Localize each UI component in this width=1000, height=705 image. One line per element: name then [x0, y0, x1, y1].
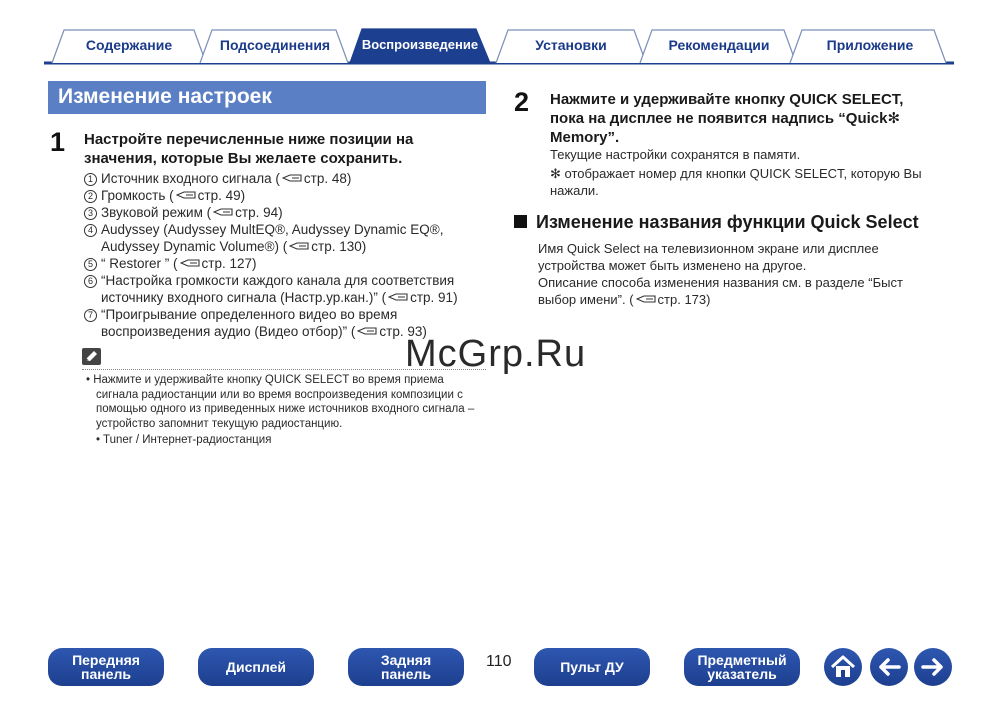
list-item: 2 Громкость ( стр. 49) [84, 187, 484, 204]
top-tab-bar [44, 26, 954, 66]
step-2-heading-line: пока на дисплее не появится надпись “Quick✻ [550, 110, 901, 127]
circled-number: 5 [84, 258, 97, 271]
button-label-line: Передняя [72, 652, 140, 668]
note-text-line: устройство запомнит текущую радиостанцию. [96, 417, 343, 430]
list-item: 1 Источник входного сигнала ( стр. 48) [84, 170, 484, 187]
button-label-line: указатель [707, 666, 777, 682]
item-text: “Проигрывание определенного видео во время [101, 307, 398, 322]
item-text: “Настройка громкости каждого канала для соответствия [101, 273, 455, 288]
list-item: 7 “Проигрывание определенного видео во время воспроизведения аудио (Видео отбор)” ( стр. 93) [84, 306, 484, 340]
subsection-text: выбор имени”. [538, 292, 626, 307]
note-text-line: сигнала радиостанции или во время воспроизведения композиции с [96, 388, 463, 401]
list-item: 6 “Настройка громкости каждого канала для соответствия источнику входного сигнала (Настр.ур.кан.)” ( стр. 91) [84, 272, 484, 306]
section-title: Изменение настроек [58, 85, 272, 108]
tab-settings[interactable]: Установки [535, 37, 607, 53]
page-ref-icon [213, 207, 233, 217]
note-line: • Нажмите и удерживайте кнопку QUICK SELECT во время приема [86, 374, 444, 386]
page-ref-icon [282, 173, 302, 183]
tab-appendix[interactable]: Приложение [826, 37, 914, 53]
tab-connections[interactable]: Подсоединения [219, 37, 331, 53]
subsection-text-line: Имя Quick Select на телевизионном экране или дисплее [538, 241, 879, 256]
page-ref-link[interactable]: стр. 127) [201, 256, 257, 271]
circled-number: 2 [84, 190, 97, 203]
forward-button[interactable] [914, 648, 952, 686]
note-sub-text: Tuner / Интернет-радиостанция [103, 434, 272, 446]
watermark: McGrp.Ru [405, 333, 587, 375]
list-item: 4 Audyssey (Audyssey MultEQ®, Audyssey Dynamic EQ®, Audyssey Dynamic Volume®) ( стр. 130) [84, 221, 484, 255]
arrow-right-icon [914, 648, 952, 686]
step-2-text-line: нажали. [550, 183, 599, 198]
item-text: Громкость [101, 188, 166, 203]
step-1-heading-line: Настройте перечисленные ниже позиции на [84, 131, 414, 148]
item-text: Источник входного сигнала [101, 171, 272, 186]
subsection-text-line: устройства может быть изменено на другое. [538, 258, 807, 273]
note-text [86, 373, 491, 448]
circled-number: 4 [84, 224, 97, 237]
page-ref-link[interactable]: стр. 130) [311, 239, 367, 254]
circled-number: 7 [84, 309, 97, 322]
settings-list [84, 170, 484, 340]
back-button[interactable] [870, 648, 908, 686]
display-button[interactable] [198, 648, 314, 686]
tab-playback[interactable]: Воспроизведение [361, 37, 479, 52]
page-ref-link[interactable]: стр. 173) [657, 292, 711, 307]
remote-control-button[interactable] [534, 648, 650, 686]
step-1-number: 1 [50, 127, 66, 157]
front-panel-button[interactable] [48, 648, 164, 686]
page-ref-icon [357, 326, 377, 336]
note-text-line: Нажмите и удерживайте кнопку QUICK SELECT во время приема [93, 374, 444, 386]
item-text: Звуковой режим [101, 205, 203, 220]
list-item: 5 “ Restorer ” ( стр. 127) [84, 255, 484, 272]
button-label-line: панель [81, 666, 131, 682]
page-ref-icon [289, 241, 309, 251]
section-header [48, 81, 486, 114]
step-2-number: 2 [514, 87, 530, 117]
page-ref-link[interactable]: стр. 91) [410, 290, 458, 305]
page-ref-icon [636, 294, 656, 304]
subsection-text-line: выбор имени”. ( стр. 173) [538, 292, 711, 307]
button-label-line: Предметный [697, 652, 787, 668]
home-button[interactable] [824, 648, 862, 686]
step-2-text-line: ✻ отображает номер для кнопки QUICK SELECT, которую Вы [550, 166, 922, 181]
page-ref-icon [176, 190, 196, 200]
item-text: источнику входного сигнала (Настр.ур.кан.)” [101, 290, 378, 305]
page-ref-link[interactable]: стр. 49) [197, 188, 246, 203]
list-item: 3 Звуковой режим ( стр. 94) [84, 204, 484, 221]
rear-panel-button[interactable] [348, 648, 464, 686]
square-bullet-icon [514, 215, 527, 228]
tab-contents[interactable]: Содержание [85, 37, 173, 53]
page-ref-link[interactable]: стр. 48) [303, 171, 352, 186]
index-button[interactable] [684, 648, 800, 686]
step-1-heading [84, 130, 413, 168]
button-label: Дисплей [226, 659, 286, 675]
step-2-text [550, 146, 950, 199]
button-label: Пульт ДУ [560, 659, 624, 675]
step-2-heading-line: Memory”. [550, 129, 620, 146]
item-text: Audyssey Dynamic Volume®) [101, 239, 280, 254]
step-2-text-line: Текущие настройки сохранятся в памяти. [550, 147, 801, 162]
circled-number: 3 [84, 207, 97, 220]
subsection-heading [514, 212, 919, 233]
circled-number: 1 [84, 173, 97, 186]
page-ref-link[interactable]: стр. 94) [235, 205, 283, 220]
subsection-text-line: Описание способа изменения названия см. в разделе “Быст [538, 275, 903, 290]
home-icon [824, 648, 862, 686]
circled-number: 6 [84, 275, 97, 288]
note-text-line: помощью одного из приведенных ниже источников входного сигнала – [96, 403, 475, 415]
button-label-line: панель [381, 666, 431, 682]
step-2-heading-line: Нажмите и удерживайте кнопку QUICK SELECT, [550, 91, 904, 108]
item-text: Audyssey (Audyssey MultEQ®, Audyssey Dynamic EQ®, [101, 222, 444, 237]
page-ref-icon [180, 258, 200, 268]
note-sub-item: • Tuner / Интернет-радиостанция [96, 434, 272, 446]
page-ref-link[interactable]: стр. 93) [379, 324, 427, 339]
note-pencil-icon [82, 348, 101, 365]
subsection-title: Изменение названия функции Quick Select [536, 212, 919, 232]
tab-tips[interactable]: Рекомендации [668, 37, 770, 53]
step-1-heading-line: значения, которые Вы желаете сохранить. [84, 150, 403, 167]
item-text: воспроизведения аудио (Видео отбор)” [101, 324, 348, 339]
subsection-body [538, 240, 948, 308]
button-label-line: Задняя [380, 652, 432, 668]
step-2-heading [550, 90, 950, 147]
page-ref-icon [388, 292, 408, 302]
page-number: 110 [486, 653, 512, 670]
arrow-left-icon [870, 648, 908, 686]
item-text: “ Restorer ” [101, 256, 170, 271]
